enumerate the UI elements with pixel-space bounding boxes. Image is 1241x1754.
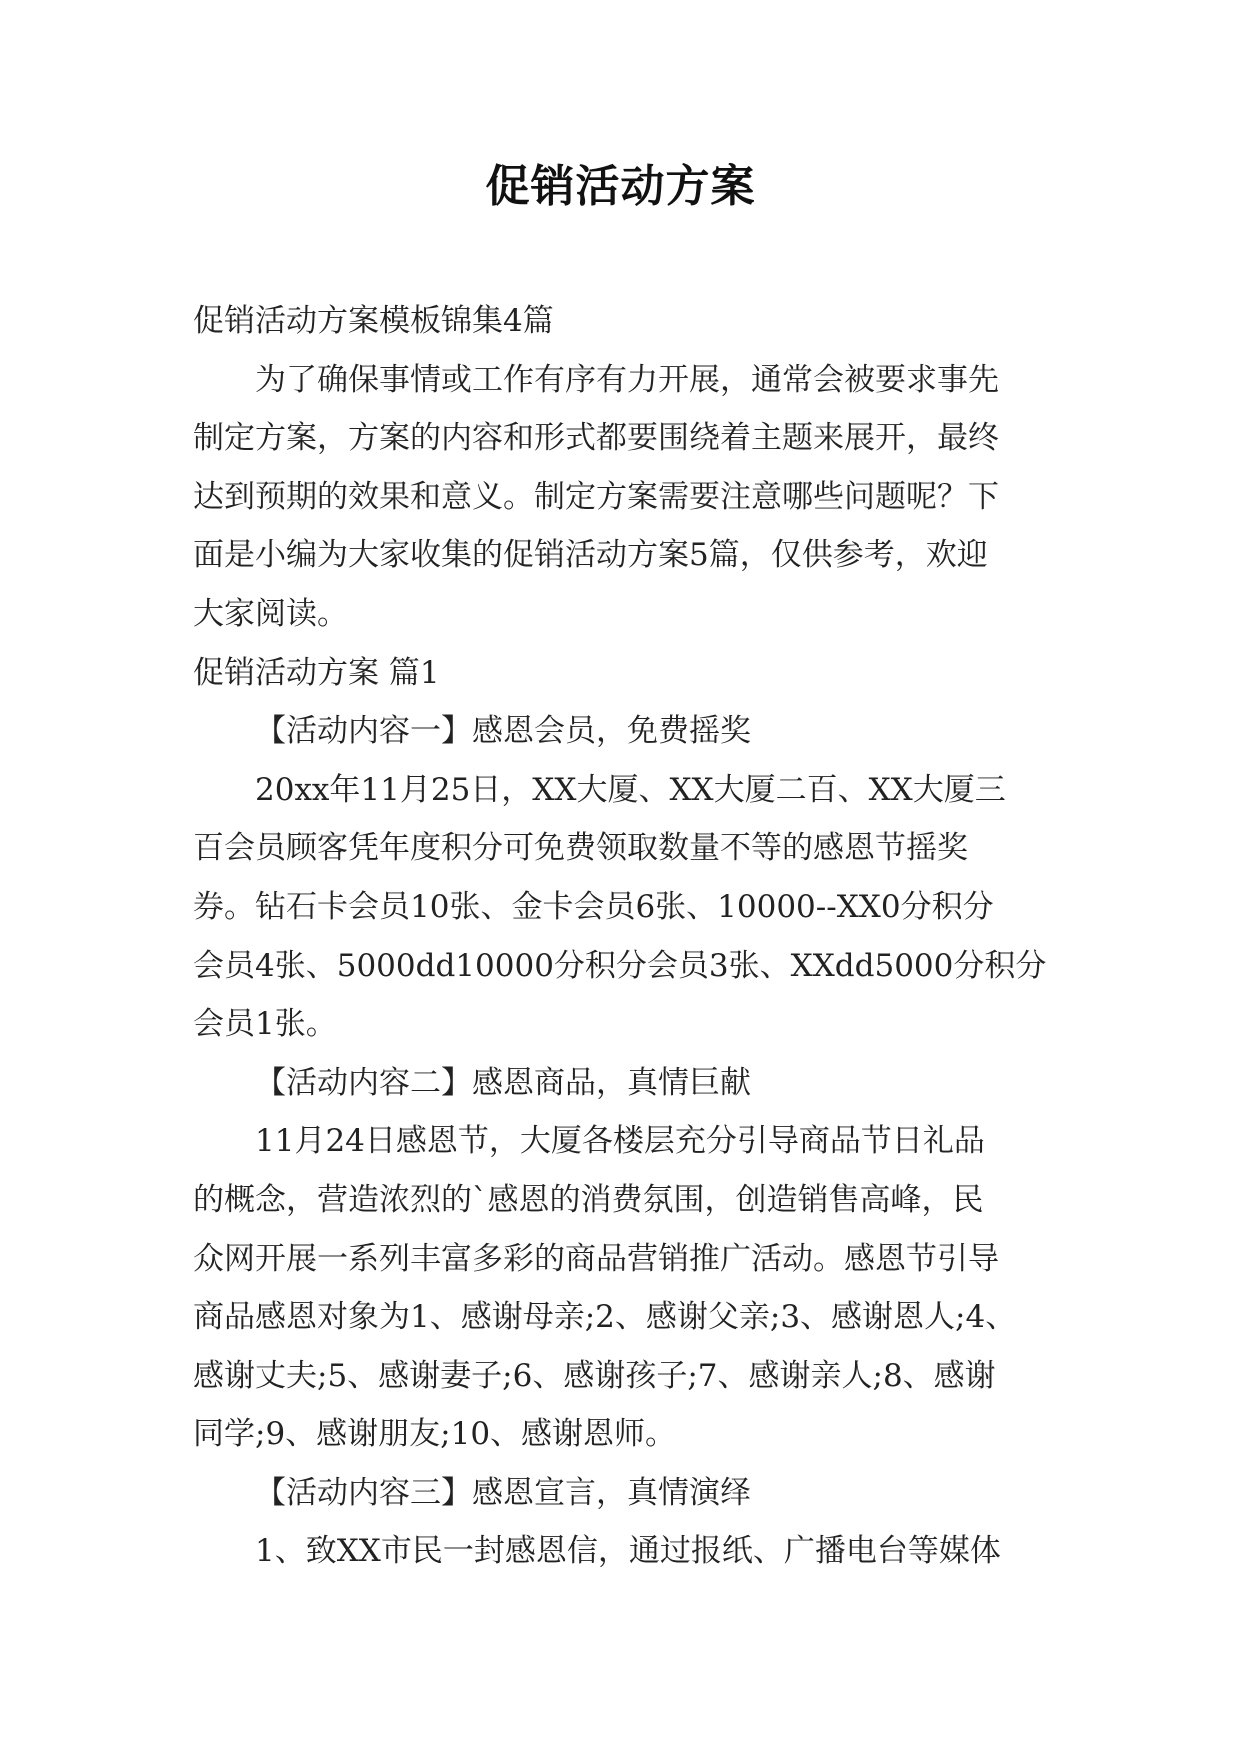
text-line: 面是小编为大家收集的促销活动方案5篇，仅供参考，欢迎 bbox=[193, 537, 988, 574]
text-line: 众网开展一系列丰富多彩的商品营销推广活动。感恩节引导 bbox=[193, 1240, 999, 1277]
text-line: 百会员顾客凭年度积分可免费领取数量不等的感恩节摇奖 bbox=[193, 830, 968, 867]
text-line: 【活动内容三】感恩宣言，真情演绎 bbox=[255, 1474, 751, 1511]
text-line: 【活动内容二】感恩商品，真情巨献 bbox=[255, 1064, 751, 1101]
text-line: 20xx年11月25日，XX大厦、XX大厦二百、XX大厦三 bbox=[255, 771, 1006, 808]
text-line: 11月24日感恩节，大厦各楼层充分引导商品节日礼品 bbox=[255, 1123, 985, 1160]
document-title: 促销活动方案 bbox=[485, 161, 756, 212]
text-line: 同学;9、感谢朋友;10、感谢恩师。 bbox=[193, 1416, 677, 1453]
text-line: 制定方案，方案的内容和形式都要围绕着主题来展开，最终 bbox=[193, 420, 999, 457]
text-line: 促销活动方案 篇1 bbox=[193, 654, 440, 691]
text-line: 券。钻石卡会员10张、金卡会员6张、10000--XX0分积分 bbox=[193, 888, 994, 925]
text-line: 感谢丈夫;5、感谢妻子;6、感谢孩子;7、感谢亲人;8、感谢 bbox=[193, 1357, 996, 1394]
text-line: 为了确保事情或工作有序有力开展，通常会被要求事先 bbox=[255, 361, 999, 398]
text-line: 促销活动方案模板锦集4篇 bbox=[193, 303, 554, 339]
text-line: 【活动内容一】感恩会员，免费摇奖 bbox=[255, 713, 751, 750]
text-line: 会员1张。 bbox=[193, 1006, 337, 1043]
text-line: 商品感恩对象为1、感谢母亲;2、感谢父亲;3、感谢恩人;4、 bbox=[193, 1299, 1017, 1336]
text-line: 的概念，营造浓烈的`感恩的消费氛围，创造销售高峰，民 bbox=[193, 1181, 984, 1218]
text-line: 1、致XX市民一封感恩信，通过报纸、广播电台等媒体 bbox=[255, 1533, 1001, 1570]
text-line: 达到预期的效果和意义。制定方案需要注意哪些问题呢？下 bbox=[193, 478, 999, 515]
text-line: 会员4张、5000dd10000分积分会员3张、XXdd5000分积分 bbox=[193, 947, 1047, 984]
document-body bbox=[193, 292, 1073, 1581]
text-line: 大家阅读。 bbox=[193, 595, 348, 632]
